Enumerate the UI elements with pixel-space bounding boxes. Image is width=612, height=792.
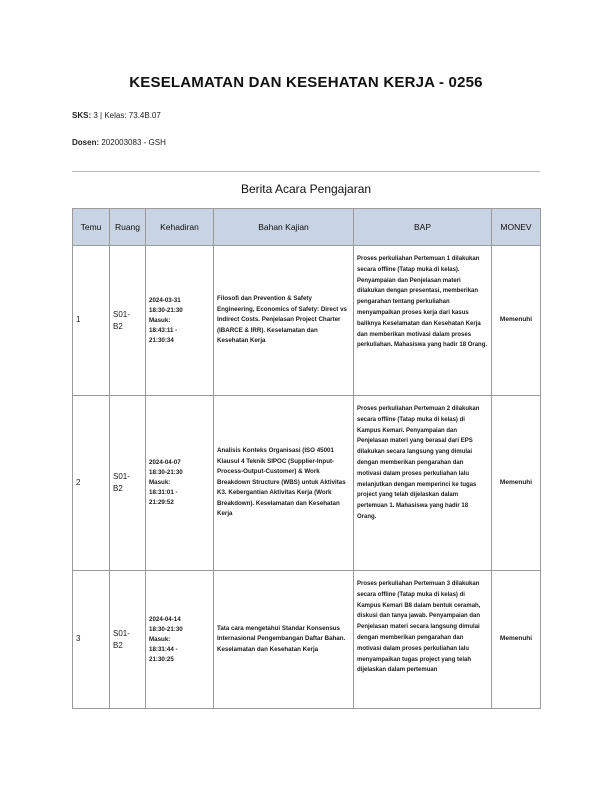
cell-bap: Proses perkuliahan Pertemuan 3 dilakukan secara offline (Tatap muka di kelas) di Kampus Kemari B8 dalam bentuk ceramah, diskusi dan tanya jawab. Penyampaian dan Penjelasan materi secara langsung dimulai dengan memberikan pengarahan dan motivasi dalam proses perkuliahan lalu menyampaikan tugas project yang telah dijelaskan dalam pertemuan [354,571,492,709]
table-row [73,246,541,396]
sks-value: 3 | Kelas: 73.4B.07 [93,111,161,120]
column-header-ruang: Ruang [110,209,146,246]
cell-temu: 3 [73,571,110,709]
cell-ruang: S01- B2 [110,571,146,709]
column-header-bap: BAP [354,209,492,246]
cell-monev: Memenuhi [492,571,541,709]
table-row [73,396,541,571]
dosen-line [72,138,166,147]
page-title: KESELAMATAN DAN KESEHATAN KERJA - 0256 [129,74,483,91]
cell-bahan-kajian: Filosofi dan Prevention & Safety Engineering, Economics of Safety: Direct vs Indirect Costs. Penjelasan Project Charter (IBARCE & IRR). Keselamatan dan Kesehatan Kerja [214,246,354,396]
section-title: Berita Acara Pengajaran [240,182,372,196]
bap-table [72,208,541,709]
cell-ruang: S01- B2 [110,246,146,396]
cell-bahan-kajian: Tata cara mengetahui Standar Konsensus Internasional Pengembangan Daftar Bahan. Keselamatan dan Kesehatan Kerja [214,571,354,709]
table-header-row [73,209,541,246]
cell-monev: Memenuhi [492,396,541,571]
table-row [73,571,541,709]
cell-bap: Proses perkuliahan Pertemuan 1 dilakukan secara offline (Tatap muka di kelas). Penyampaian dan Penjelasan materi dilakukan dengan presentasi, memberikan pengarahan tentang perkuliahan menyampaikan proses kerja dari kasus baliknya Keselamatan dan Kesehatan Kerja dan memberikan motivasi dalam proses perkuliahan. Mahasiswa yang hadir 18 Orang. [354,246,492,396]
column-header-monev: MONEV [492,209,541,246]
cell-kehadiran: 2024-04-14 18:30-21:30 Masuk: 18:31:44 - 21:30:25 [146,571,214,709]
sks-label: SKS: [72,111,92,120]
cell-temu: 2 [73,396,110,571]
column-header-kehadiran: Kehadiran [146,209,214,246]
sks-line [72,111,161,120]
cell-temu: 1 [73,246,110,396]
dosen-label: Dosen: [72,138,100,147]
cell-kehadiran: 2024-04-07 18:30-21:30 Masuk: 18:31:01 - 21:29:52 [146,396,214,571]
cell-monev: Memenuhi [492,246,541,396]
dosen-value: 202003083 - GSH [101,138,166,147]
divider [72,171,540,172]
cell-bahan-kajian: Analisis Konteks Organisasi (ISO 45001 Klausul 4 Teknik SIPOC (Supplier-Input-Process-Output-Customer) & Work Breakdown Structure (WBS) untuk Aktivitas K3. Kebergantian Aktivitas Kerja (Work Breakdown). Keselamatan dan Kesehatan Kerja [214,396,354,571]
column-header-bahan-kajian: Bahan Kajian [214,209,354,246]
cell-kehadiran: 2024-03-31 18:30-21:30 Masuk: 18:43:11 - 21:30:34 [146,246,214,396]
cell-ruang: S01- B2 [110,396,146,571]
cell-bap: Proses perkuliahan Pertemuan 2 dilakukan secara offline (Tatap muka di kelas) di Kampus Kemari. Penyampaian dan Penjelasan materi yang berasal dari EPS dilakukan secara langsung yang dimulai dengan memberikan pengarahan dan motivasi dalam proses perkuliahan lalu melanjutkan dengan memperinci ke tugas project yang telah dijelaskan dalam pertemuan 1. Mahasiswa yang hadir 18 Orang. [354,396,492,571]
column-header-temu: Temu [73,209,110,246]
